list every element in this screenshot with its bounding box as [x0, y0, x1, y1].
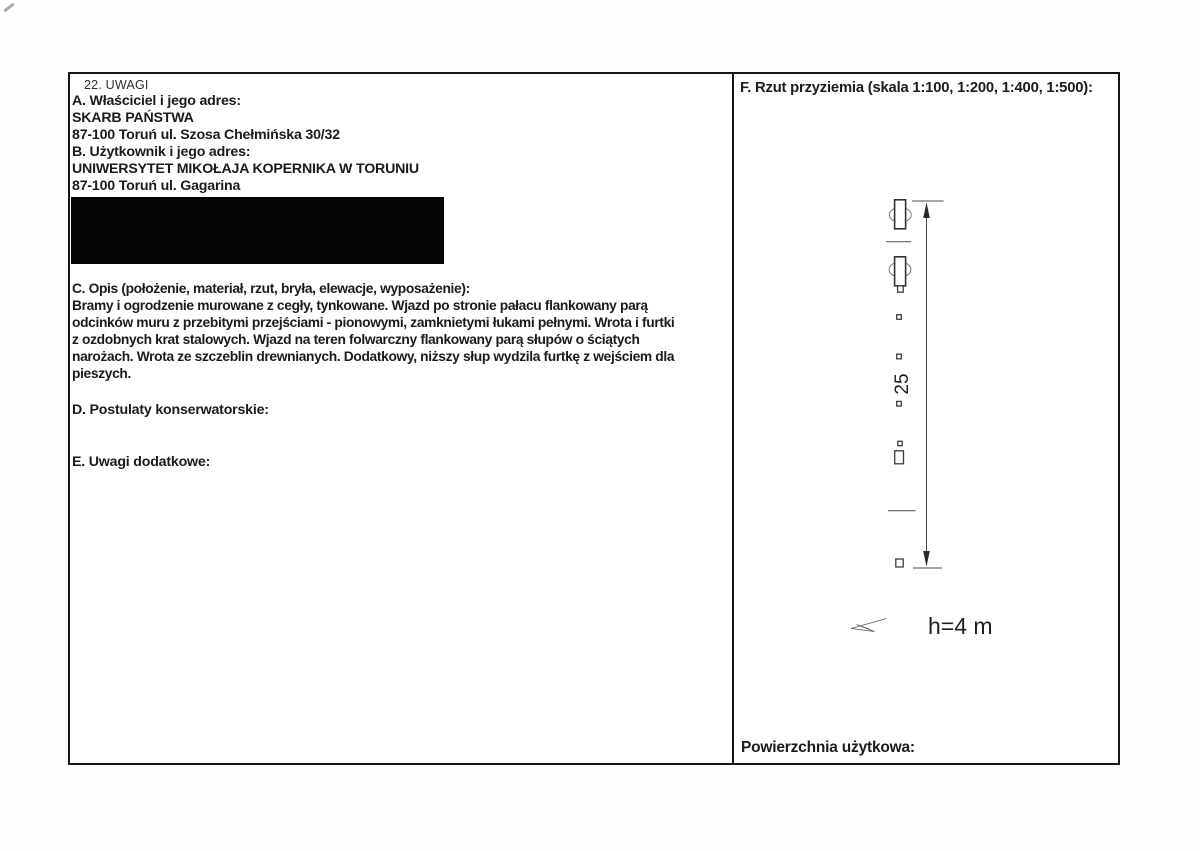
description-label: C. Opis (położenie, materiał, rzut, bryła, elewacje, wyposażenie): [72, 281, 470, 296]
user-address: 87-100 Toruń ul. Gagarina [72, 178, 241, 194]
site-plan-drawing [734, 74, 1118, 763]
user-name: UNIWERSYTET MIKOŁAJA KOPERNIKA W TORUNIU [72, 161, 419, 177]
owner-address: 87-100 Toruń ul. Szosa Chełmińska 30/32 [72, 127, 340, 143]
additional-notes-label: E. Uwagi dodatkowe: [72, 454, 211, 470]
height-label: h=4 m [928, 613, 993, 639]
plan-label: F. Rzut przyziemia (skala 1:100, 1:200, 1:400, 1:500): [740, 80, 1093, 96]
scan-artifact [3, 3, 14, 13]
form-sheet [68, 72, 1120, 765]
fence-post-square-4 [898, 441, 902, 445]
fence-post-square-3 [897, 401, 902, 406]
address-block [72, 93, 419, 195]
arrowhead-down [923, 551, 930, 567]
postulates-label: D. Postulaty konserwatorskie: [72, 402, 269, 418]
gate-post-symbol-second [889, 257, 911, 292]
pillar-rectangle [895, 451, 904, 464]
description-block [72, 280, 674, 382]
redacted-block [71, 197, 444, 264]
fence-post-square-2 [897, 354, 902, 359]
dimension-value-label: 25 [892, 373, 913, 395]
fence-post-square-1 [897, 315, 902, 320]
remarks-panel [70, 74, 734, 763]
usable-area-label: Powierzchnia użytkowa: [741, 739, 915, 756]
user-label: B. Użytkownik i jego adres: [72, 144, 251, 160]
section-number: 22. UWAGI [84, 78, 149, 92]
arrowhead-up [923, 203, 930, 219]
dimension-line [912, 201, 944, 568]
owner-name: SKARB PAŃSTWA [72, 110, 194, 126]
gate-post-symbol-top [889, 200, 911, 229]
description-text: Bramy i ogrodzenie murowane z cegły, tynkowane. Wjazd po stronie pałacu flankowany parą odcinków muru z przebitymi przejściami - pionowymi, zamknietymi łukami pełnymi. Wrota i furtki z ozdobnych krat stalowych. Wjazd na teren folwarczny flankowany parą słupów o ściątych narożach. Wrota ze szczeblin drewnianych. Dodatkowy, niższy słup wydzila furtkę z wejściem dla pieszych. [72, 298, 675, 381]
end-post-square [896, 559, 903, 567]
owner-label: A. Właściciel i jego adres: [72, 93, 241, 109]
post-notch [898, 286, 904, 292]
plan-panel [734, 74, 1118, 763]
hand-drawn-pointer [851, 619, 887, 632]
